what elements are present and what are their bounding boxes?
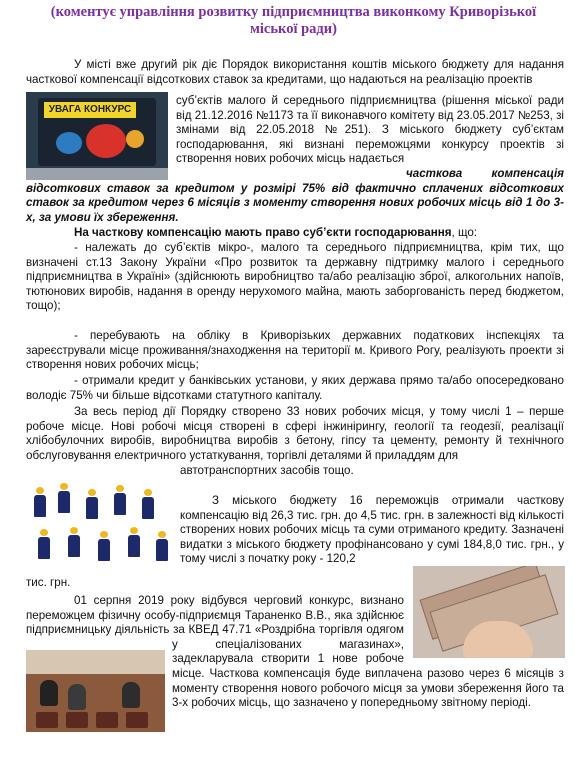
criteria-item-3: - отримали кредит у банківських установи, у яких держава прямо та/або опосередковано володіє 75% чи більше відсотками статутного капіталу.	[26, 374, 564, 402]
paragraph-intro-bold: часткова компенсація відсоткових ставок за кредитом у розмірі 75% від фактично сплачених відсоткових ставок за кредитом через 6 місяців з моменту створення нових робочих місць від 1 до 3-х, за умови їх збереження.	[26, 167, 564, 224]
worker-figure	[36, 529, 52, 559]
seat	[66, 712, 88, 728]
worker-figure	[140, 489, 156, 519]
worker-figure	[154, 531, 170, 561]
worker-figure	[32, 487, 48, 517]
paragraph-intro-1: У місті вже другий рік діє Порядок використання коштів міського бюджету для надання часткової компенсації відсоткових ставок за кредитами, що надаються на реалізацію проектів	[26, 58, 564, 86]
criteria-item-2: - перебувають на обліку в Криворізьких державних податкових інспекціях та зареєстрували місце проживання/знаходження на території м. Кривого Рогу, реалізують проекти зі створення нових робочих місць;	[26, 329, 564, 372]
person-figure	[68, 684, 86, 710]
person-figure	[122, 682, 140, 708]
paragraph-period-tail: автотранспортних засобів тощо.	[180, 464, 354, 477]
paragraph-intro-2: суб’єктів малого й середнього підприємництва (рішення міської ради від 21.12.2016 №1173 та її виконавчого комітету від 23.05.2017 №253, зі змінами від 22.05.2018 №251). З міського бюджету суб’єктам господарювання, які визнані переможцями конкурсу проектів зі створення нових робочих місць надається	[176, 94, 564, 166]
meeting-room-image	[26, 650, 165, 732]
seat	[96, 712, 118, 728]
criteria-item-1: - належать до суб’єктів мікро-, малого та середнього підприємництва, крім тих, що визначені ст.13 Закону України «Про розвиток та державну підтримку малого і середнього підприємництва в Україні» (здійснюють виробництво та/або реалізацію зброї, алкогольних напоїв, тютюнових виробів, надання в оренду нерухомого майна, мають заборгованість перед бюджетом, тощо);	[26, 241, 564, 313]
worker-figure	[96, 531, 112, 561]
worker-figure	[126, 527, 142, 557]
seat	[36, 712, 58, 728]
worker-figure	[56, 483, 72, 513]
decor-shape	[86, 124, 126, 158]
worker-figure	[66, 527, 82, 557]
decor-shape	[56, 132, 82, 154]
criteria-heading-tail: , що:	[451, 226, 478, 239]
paragraph-period: За весь період дії Порядку створено 33 нових робочих місця, у тому числі 1 – перше робоче місце. Нові робочі місця створені в сфері інжинірингу, геології та геодезії, реалізації хлібобулочних виробів, виробництва виробів з бетону, гіпсу та цементу, ремонту й технічного обслуговування електричного устаткування, торгівлі деталями й приладдям для	[26, 405, 564, 462]
criteria-heading	[26, 226, 564, 241]
paragraph-august-text: 01 серпня 2019 року відбувся черговий конкурс, визнано переможцем фізичну особу-підприємця Тараненко В.В., яка здійснює підприємницьку діяльність за КВЕД 47.71 «Роздрібна торгівля одягом у спеціалізованих магазинах», задекларувала створити 1 нове робоче місце. Часткова компенсація буде виплачена разово через 6 місяців з моменту створення нового робочого місця за умови збереження його та 3-х робочих місць, що зазначено у попередньому звітному періоді.	[26, 594, 564, 710]
person-figure	[40, 680, 58, 706]
room-wall	[26, 650, 165, 674]
decor-shape	[126, 130, 144, 148]
worker-figure	[84, 489, 100, 519]
contest-banner: УВАГА КОНКУРС	[44, 102, 136, 118]
seat	[126, 712, 148, 728]
criteria-heading-bold: На часткову компенсацію мають право суб’єкти господарювання	[74, 226, 452, 239]
float-spacer	[404, 594, 564, 658]
workers-silhouettes-image	[26, 479, 178, 567]
page-title: (коментує управління розвитку підприємництва виконкому Криворізької міської ради)	[50, 4, 537, 37]
paragraph-winners: З міського бюджету 16 переможців отримали часткову компенсацію від 26,3 тис. грн. до 4,5 тис. грн. в залежності від кількості створених нових робочих місць та суми отриманого кредиту. Зазначені видатки з міського бюджету профінансовано у сумі 184,8,0 тис. грн., у тому числі з початку року - 120,2	[180, 494, 564, 566]
worker-figure	[112, 485, 128, 515]
paragraph-winners-tail: тис. грн.	[26, 576, 71, 589]
